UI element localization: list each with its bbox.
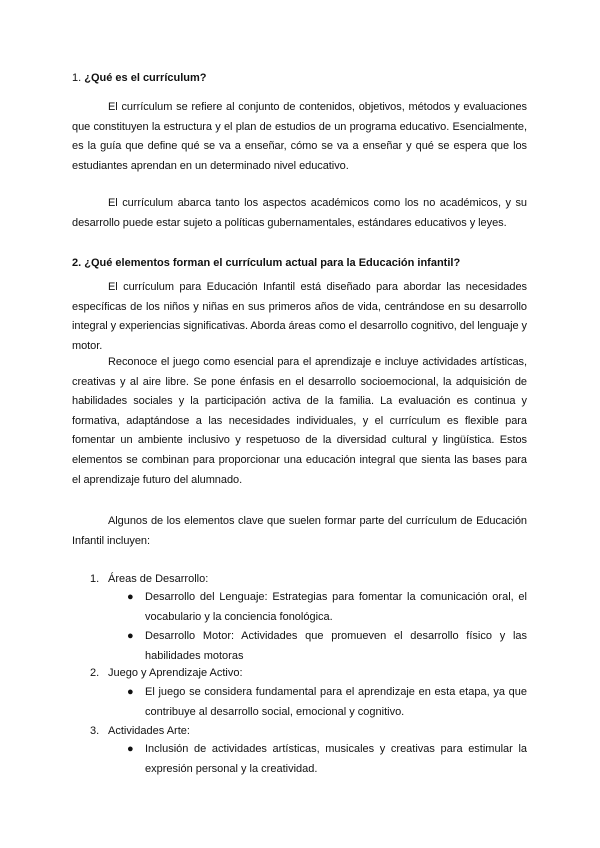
bullet-item: [127, 588, 527, 627]
section-2-heading: [72, 256, 460, 270]
list-item-3-number: 3.: [90, 725, 100, 737]
list-item-3: [90, 724, 190, 738]
list-item-1-label: Áreas de Desarrollo:: [108, 573, 209, 585]
section-2-paragraph-1: El currículum para Educación Infantil está diseñado para abordar las necesidades específicas de los niños y niñas en sus primeros años de vida, centrándose en su desarrollo integral y experiencias significativas. Aborda áreas como el desarrollo cognitivo, del lenguaje y motor.: [72, 281, 527, 352]
list-item-2-label: Juego y Aprendizaje Activo:: [108, 667, 243, 679]
bullet-icon: ●: [127, 743, 134, 755]
bullet-text-motor: Desarrollo Motor: Actividades que promueven el desarrollo físico y las habilidades motoras: [145, 630, 527, 662]
bullet-item: [127, 627, 527, 666]
bullet-item: [127, 740, 527, 779]
list-item-2: [90, 666, 243, 680]
section-2-paragraph-3: Algunos de los elementos clave que suelen formar parte del currículum de Educación Infantil incluyen:: [72, 515, 527, 547]
list-item-3-label: Actividades Arte:: [108, 725, 190, 737]
section-1-title: ¿Qué es el currículum?: [84, 72, 207, 84]
bullet-icon: ●: [127, 591, 134, 603]
list-item-1: [90, 572, 208, 586]
list-item-2-number: 2.: [90, 667, 100, 679]
section-2-paragraph-2: Reconoce el juego como esencial para el aprendizaje e incluye actividades artísticas, creativas y al aire libre. Se pone énfasis en el desarrollo socioemocional, la adquisición de habilidades sociales y la participación activa de la familia. La evaluación es continua y formativa, adaptándose a las necesidades individuales, y el currículum es flexible para fomentar un ambiente inclusivo y respetuoso de la diversidad cultural y lingüística. Estos elementos se combinan para proporcionar una educación integral que sienta las bases para el aprendizaje futuro del alumnado.: [72, 356, 527, 486]
section-2-number: 2.: [72, 257, 82, 269]
bullet-text-juego: El juego se considera fundamental para el aprendizaje en esta etapa, ya que contribuye al desarrollo social, emocional y cognitivo.: [145, 686, 527, 718]
section-1-number: 1.: [72, 72, 82, 84]
bullet-icon: ●: [127, 686, 134, 698]
section-2-title: ¿Qué elementos forman el currículum actual para la Educación infantil?: [84, 257, 461, 269]
section-1-heading: [72, 71, 207, 85]
bullet-text-arte: Inclusión de actividades artísticas, musicales y creativas para estimular la expresión personal y la creatividad.: [145, 743, 527, 775]
section-1-paragraph-1: El currículum se refiere al conjunto de contenidos, objetivos, métodos y evaluaciones que constituyen la estructura y el plan de estudios de un programa educativo. Esencialmente, es la guía que define qué se va a enseñar, cómo se va a enseñar y qué se espera que los estudiantes aprendan en un determinado nivel educativo.: [72, 101, 527, 172]
list-item-1-number: 1.: [90, 573, 100, 585]
bullet-item: [127, 683, 527, 722]
bullet-text-lenguaje: Desarrollo del Lenguaje: Estrategias para fomentar la comunicación oral, el vocabulario y la conciencia fonológica.: [145, 591, 527, 623]
section-1-paragraph-2: El currículum abarca tanto los aspectos académicos como los no académicos, y su desarrollo puede estar sujeto a políticas gubernamentales, estándares educativos y leyes.: [72, 197, 527, 229]
bullet-icon: ●: [127, 630, 134, 642]
